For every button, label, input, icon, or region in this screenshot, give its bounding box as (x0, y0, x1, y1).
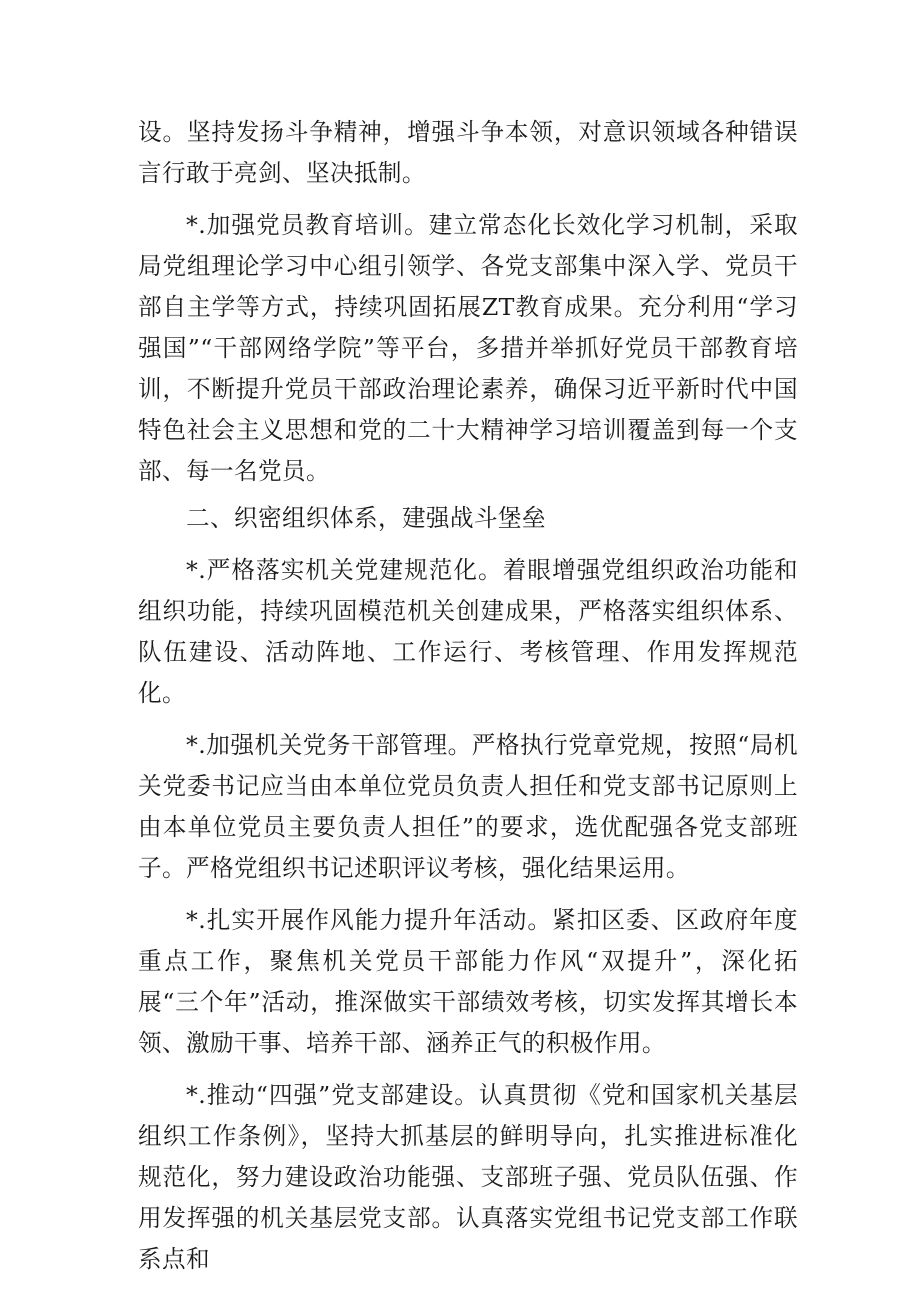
paragraph-party-building-standardization: *.严格落实机关党建规范化。着眼增强党组织政治功能和组织功能，持续巩固模范机关创建成果，严格落实组织体系、队伍建设、活动阵地、工作运行、考核管理、作用发挥规范化。 (138, 556, 798, 707)
section-heading-organization-system: 二、织密组织体系，建强战斗堡垒 (186, 504, 546, 532)
paragraph-work-style-improvement: *.扎实开展作风能力提升年活动。紧扣区委、区政府年度重点工作，聚焦机关党员干部能力作风“双提升”，深化拓展“三个年”活动，推深做实干部绩效考核，切实发挥其增长本领、激励干事、培养干部、涵养正气的积极作用。 (138, 906, 798, 1057)
paragraph-four-strong-branch: *.推动“四强”党支部建设。认真贯彻《党和国家机关基层组织工作条例》，坚持大抓基层的鲜明导向，扎实推进标准化规范化，努力建设政治功能强、支部班子强、党员队伍强、作用发挥强的机关基层党支部。认真落实党组书记党支部工作联系点和 (138, 1081, 798, 1273)
document-page (138, 112, 798, 1280)
paragraph-continuation: 设。坚持发扬斗争精神，增强斗争本领，对意识领域各种错误言行敢于亮剑、坚决抵制。 (138, 118, 798, 187)
paragraph-party-cadre-management: *.加强机关党务干部管理。严格执行党章党规，按照“局机关党委书记应当由本单位党员负责人担任和党支部书记原则上由本单位党员主要负责人担任”的要求，选优配强各党支部班子。严格党组织书记述职评议考核，强化结果运用。 (138, 731, 798, 882)
paragraph-party-member-training: *.加强党员教育培训。建立常态化长效化学习机制，采取局党组理论学习中心组引领学、各党支部集中深入学、党员干部自主学等方式，持续巩固拓展ZT教育成果。充分利用“学习强国”“干部网络学院”等平台，多措并举抓好党员干部教育培训，不断提升党员干部政治理论素养，确保习近平新时代中国特色社会主义思想和党的二十大精神学习培训覆盖到每一个支部、每一名党员。 (138, 211, 798, 485)
